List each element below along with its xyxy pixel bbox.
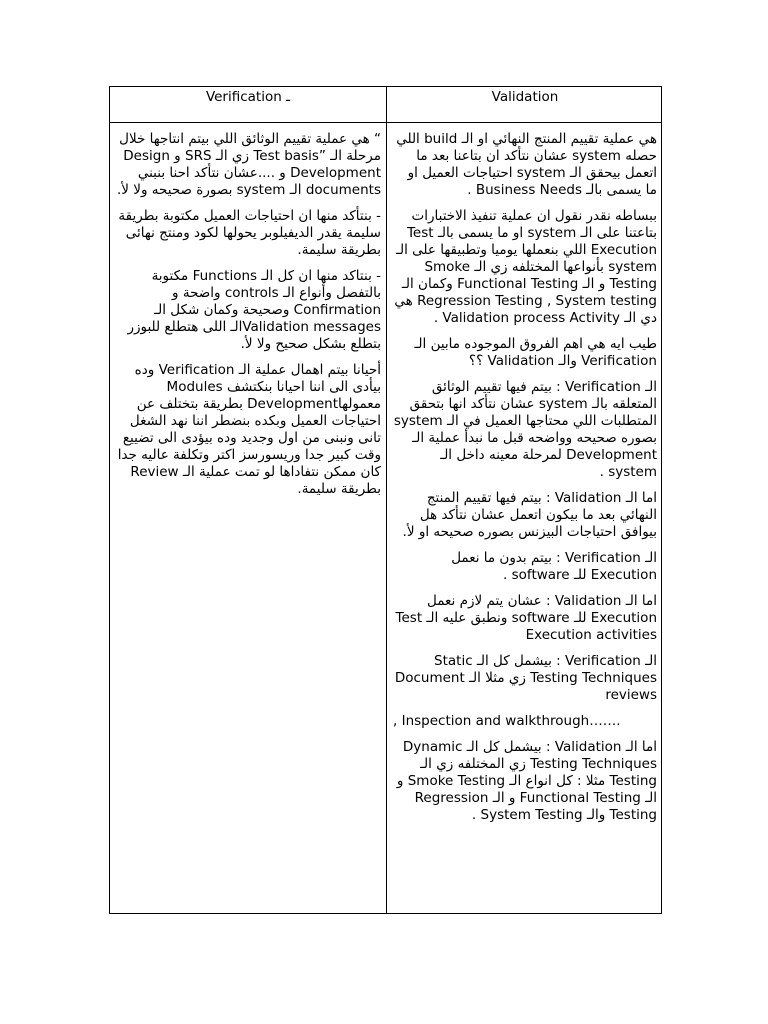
- validation-header: Validation: [491, 89, 559, 105]
- validation-paragraph: الـ Verification : بيشمل كل الـ Static Testing Techniques زي مثلا الـ Document reviews: [394, 653, 657, 703]
- column-divider: [386, 87, 387, 913]
- validation-paragraph: اما الـ Validation : بيشمل كل الـ Dynamic Testing Techniques زي المختلفه زي الـ Testing مثلا : كل انواع الـ Smoke Testing و الـ Functional Testing و الـ Regression Testing والـ System Testing .: [396, 739, 657, 823]
- validation-paragraph: هي عملية تقييم المنتج النهائي او الـ build اللي حصله system عشان نتأكد ان بتاعنا بعد ما اتعمل بيحقق الـ system احتياجات العميل او ما يسمى بالـ Business Needs .: [396, 131, 657, 198]
- header-divider: [110, 122, 661, 123]
- validation-paragraph: ببساطه نقدر نقول ان عملية تنفيذ الاختبارات بتاعتنا على الـ system او ما يسمى بالـ Test Execution اللي بنعملها يوميا وتطبيقها على الـ system بأنواعها المختلفه زي الـ Smoke Testing و الـ Functional Testing وكمان الـ Regression Testing , System testing هي دي الـ Validation process Activity .: [394, 208, 657, 326]
- comparison-table: [109, 86, 662, 914]
- validation-paragraph: اما الـ Validation : بيتم فيها تقييم المنتج النهائي بعد ما بيكون اتعمل عشان نتأكد هل بيوافق احتياجات البيزنس بصوره صحيحه او لأ.: [402, 490, 657, 540]
- validation-paragraph: اما الـ Validation : عشان يتم لازم نعمل Execution للـ software ونطبق عليه الـ Test Execution activities: [395, 593, 657, 643]
- verification-paragraph: - بنتأكد منها ان احتياجات العميل مكتوبة بطريقة سليمة يقدر الديفيلوبر يحولها لكود ومنتج نهائى بطريقة سليمة.: [118, 208, 381, 258]
- validation-paragraph: طيب ايه هي اهم الفروق الموجوده مابين الـ Verification والـ Validation ؟؟: [414, 336, 657, 369]
- verification-header: Verification ـ: [205, 89, 291, 105]
- verification-paragraph: - بنتاكد منها ان كل الـ Functions مكتوبة بالتفصل وأنواع الـ controls واضحة و Confirmation وصحيحة وكمان شكل الـ Validation messagesالـ اللى هتطلع للبوزر بتطلع بشكل صحيح ولا لأ.: [127, 268, 381, 352]
- verification-column: [115, 131, 381, 507]
- validation-paragraph: الـ Verification : بيتم بدون ما نعمل Execution للـ software .: [451, 550, 657, 583]
- verification-paragraph: “ هي عملية تقييم الوثائق اللي بيتم انتاجها خلال مرحلة الـ ”Test basis زي الـ SRS و Design Development و ....عشان نتأكد احنا بنبني documents الـ system بصورة صحيحه ولا لأ.: [117, 131, 381, 198]
- validation-column: [393, 131, 657, 833]
- validation-paragraph: الـ Verification : بيتم فيها تقييم الوثائق المتعلقه بالـ system عشان نتأكد انها بتحقق المتطلبات اللي محتاجها العميل في الـ system بصوره صحيحه وواضحه قبل ما نبدأ عملية الـ Development لمرحلة معينه داخل الـ system .: [393, 379, 657, 480]
- validation-paragraph: , Inspection and walkthrough…….: [393, 713, 621, 729]
- verification-paragraph: أحيانا بيتم اهمال عملية الـ Verification وده بيأدى الى اننا احيانا بنكتشف Modules معمولهاDevelopment بطريقة بتختلف عن احتياجات العميل وبكده بنضطر اننا نهد الشغل تانى ونبنى من اول وجديد وده بيؤدى الى تضييع وقت كبير جدا وريسورسز اكتر وتكلفة عاليه جدا كان ممكن نتفاداها لو تمت عملية الـ Review بطريقة سليمة.: [117, 362, 381, 497]
